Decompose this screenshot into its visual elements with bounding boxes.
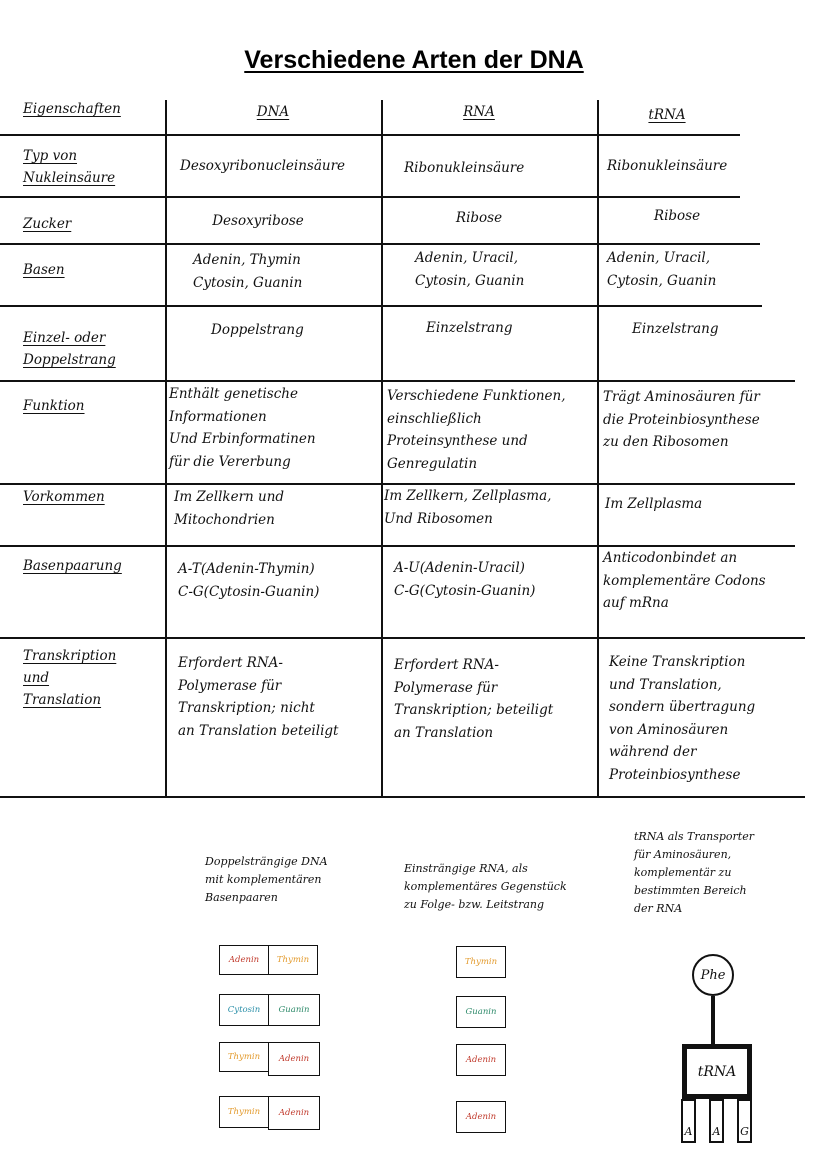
rna-base — [456, 1044, 506, 1076]
dna-base-left — [219, 1042, 269, 1072]
base-label: Thymin — [227, 1107, 261, 1117]
amino-acid-phe: Phe — [692, 954, 734, 996]
header-trna: tRNA — [648, 107, 686, 123]
cell-trna-vorkommen: Im Zellplasma — [605, 496, 703, 512]
cell-rna-vorkommen: Im Zellkern, Zellplasma, Und Ribosomen — [384, 488, 552, 527]
base-label: Thymin — [227, 1052, 261, 1062]
row-label-strang: Einzel- oder Doppelstrang — [23, 330, 116, 368]
header-rna: RNA — [463, 104, 495, 120]
header-dna: DNA — [256, 104, 290, 120]
row-label-funktion: Funktion — [23, 398, 85, 414]
dna-base-right — [268, 1042, 320, 1076]
base-label: Cytosin — [227, 1005, 261, 1015]
anticodon-base: A — [709, 1099, 724, 1143]
dna-base-right — [268, 945, 318, 975]
dna-base-right — [268, 1096, 320, 1130]
base-label: Adenin — [465, 1055, 497, 1065]
base-label: Guanin — [278, 1005, 310, 1015]
base-label: Adenin — [465, 1112, 497, 1122]
row-label-typ: Typ von Nukleinsäure — [23, 148, 116, 186]
cell-rna-typ: Ribonukleinsäure — [404, 160, 525, 176]
cell-trna-typ: Ribonukleinsäure — [607, 158, 728, 174]
cell-dna-basenpaarung: A-T(Adenin-Thymin) C-G(Cytosin-Guanin) — [178, 561, 320, 600]
base-label: Adenin — [278, 1054, 310, 1064]
anticodon-base: A — [681, 1099, 696, 1143]
cell-trna-transkription: Keine Transkription und Translation, sondern übertragung von Aminosäuren während der Proteinbiosynthese — [609, 654, 756, 783]
dna-base-left — [219, 945, 269, 975]
caption-rna: Einsträngige RNA, als komplementäres Gegenstück zu Folge- bzw. Leitstrang — [404, 862, 567, 911]
rna-base — [456, 996, 506, 1028]
cell-rna-basen: Adenin, Uracil, Cytosin, Guanin — [415, 250, 525, 289]
cell-trna-basen: Adenin, Uracil, Cytosin, Guanin — [607, 250, 717, 289]
cell-trna-basenpaarung: Anticodonbindet an komplementäre Codons auf mRna — [603, 550, 766, 611]
caption-dna: Doppelsträngige DNA mit komplementären Basenpaaren — [205, 855, 328, 904]
cell-dna-strang: Doppelstrang — [211, 322, 304, 338]
row-label-zucker: Zucker — [23, 216, 72, 232]
page-title: Verschiedene Arten der DNA — [244, 46, 584, 74]
anticodon-base: G — [737, 1099, 752, 1143]
row-label-basenpaarung: Basenpaarung — [23, 558, 122, 574]
cell-rna-funktion: Verschiedene Funktionen, einschließlich Proteinsynthese und Genregulatin — [387, 388, 566, 472]
dna-base-left — [219, 994, 269, 1026]
dna-base-left — [219, 1096, 269, 1128]
base-label: Guanin — [465, 1007, 497, 1017]
row-label-vorkommen: Vorkommen — [23, 489, 105, 505]
cell-dna-funktion: Enthält genetische Informationen Und Erbinformatinen für die Vererbung — [169, 386, 316, 470]
cell-rna-strang: Einzelstrang — [426, 320, 513, 336]
trna-stem — [711, 996, 715, 1044]
header-eigenschaften: Eigenschaften — [23, 101, 121, 117]
caption-trna: tRNA als Transporter für Aminosäuren, komplementär zu bestimmten Bereich der RNA — [634, 830, 754, 915]
cell-dna-zucker: Desoxyribose — [212, 213, 304, 229]
trna-body: tRNA — [682, 1044, 752, 1099]
base-label: Thymin — [464, 957, 498, 967]
base-label: Thymin — [276, 955, 310, 965]
dna-base-right — [268, 994, 320, 1026]
cell-trna-zucker: Ribose — [653, 208, 701, 224]
row-label-basen: Basen — [23, 262, 65, 278]
cell-trna-funktion: Trägt Aminosäuren für die Proteinbiosynthese zu den Ribosomen — [603, 389, 760, 450]
base-label: Adenin — [278, 1108, 310, 1118]
cell-dna-typ: Desoxyribonucleinsäure — [180, 158, 346, 174]
cell-rna-transkription: Erfordert RNA- Polymerase für Transkription; beteiligt an Translation — [394, 657, 554, 741]
cell-dna-vorkommen: Im Zellkern und Mitochondrien — [174, 489, 285, 528]
rna-base — [456, 1101, 506, 1133]
cell-dna-transkription: Erfordert RNA- Polymerase für Transkription; nicht an Translation beteiligt — [178, 655, 339, 739]
cell-trna-strang: Einzelstrang — [632, 321, 719, 337]
cell-rna-zucker: Ribose — [455, 210, 503, 226]
cell-rna-basenpaarung: A-U(Adenin-Uracil) C-G(Cytosin-Guanin) — [394, 560, 536, 599]
rna-base — [456, 946, 506, 978]
base-label: Adenin — [228, 955, 260, 965]
cell-dna-basen: Adenin, Thymin Cytosin, Guanin — [193, 252, 303, 291]
row-label-transkription: Transkription und Translation — [23, 648, 117, 708]
